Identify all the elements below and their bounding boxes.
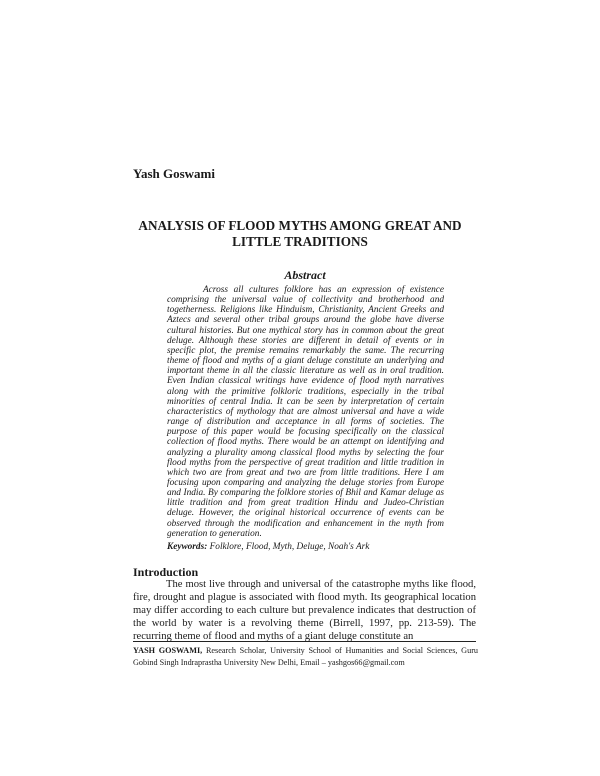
paper-title: ANALYSIS OF FLOOD MYTHS AMONG GREAT AND LITTLE TRADITIONS [138, 218, 462, 249]
author-name: Yash Goswami [133, 166, 215, 181]
footnote-divider [133, 641, 476, 642]
abstract-text: Across all cultures folklore has an expression of existence comprising the universal value of collectivity and brotherhood and togetherness. Religions like Hinduism, Christianity, Ancient Greeks and Aztecs and several other tribal groups around the globe have diverse cultural histories. But one mythical story has in common about the great deluge. Although these stories are different in detail of events or in specific plot, the premise remains remarkably the same. The recurring theme of flood and myths of a giant deluge constitute an underlying and important theme in all the classic literature as well as in oral tradition. Even Indian classical writings have evidence of flood myth narratives along with the primitive folkloric traditions, especially in the tribal minorities of central India. It can be seen by interpretation of certain characteristics of mythology that are almost universal and have a wide range of distribution and acceptance in all forms of societies. The purpose of this paper would be focusing specifically on the classical collection of flood myths. There would be an attempt on identifying and analyzing a plurality among classical flood myths by selecting the four flood myths from the perspective of great tradition and little tradition in which two are from great and two are from little traditions. Here I am focusing upon comparing and analyzing the deluge stories from Europe and India. By comparing the folklore stories of Bhil and Kamar deluge as little tradition and from great tradition Hindu and Judeo-Christian deluge. However, the original historical occurrence of events can be observed through the modification and enhancement in the myth from generation to generation. [167, 285, 444, 539]
keywords-label: Keywords: [167, 542, 208, 552]
introduction-text: The most live through and universal of the catastrophe myths like flood, fire, drought and plague is associated with flood myth. Its geographical location may differ according to each culture but prevalence indicates that destruction of the world by water is a revolving theme (Birrell, 1997, pp. 213-59). The recurring theme of flood and myths of a giant deluge constitute an [133, 579, 476, 642]
introduction-heading: Introduction [133, 565, 199, 579]
keywords [167, 542, 457, 552]
footnote [133, 645, 478, 668]
abstract-heading: Abstract [284, 268, 326, 282]
footnote-affiliation: Research Scholar, University School of Humanities and Social Sciences, Guru Gobind Singh Indraprastha University New Delhi, Email – yashgos66@gmail.com [133, 646, 479, 667]
footnote-author-name: YASH GOSWAMI, [133, 646, 203, 655]
keywords-text: Folklore, Flood, Myth, Deluge, Noah's Ark [209, 542, 370, 552]
